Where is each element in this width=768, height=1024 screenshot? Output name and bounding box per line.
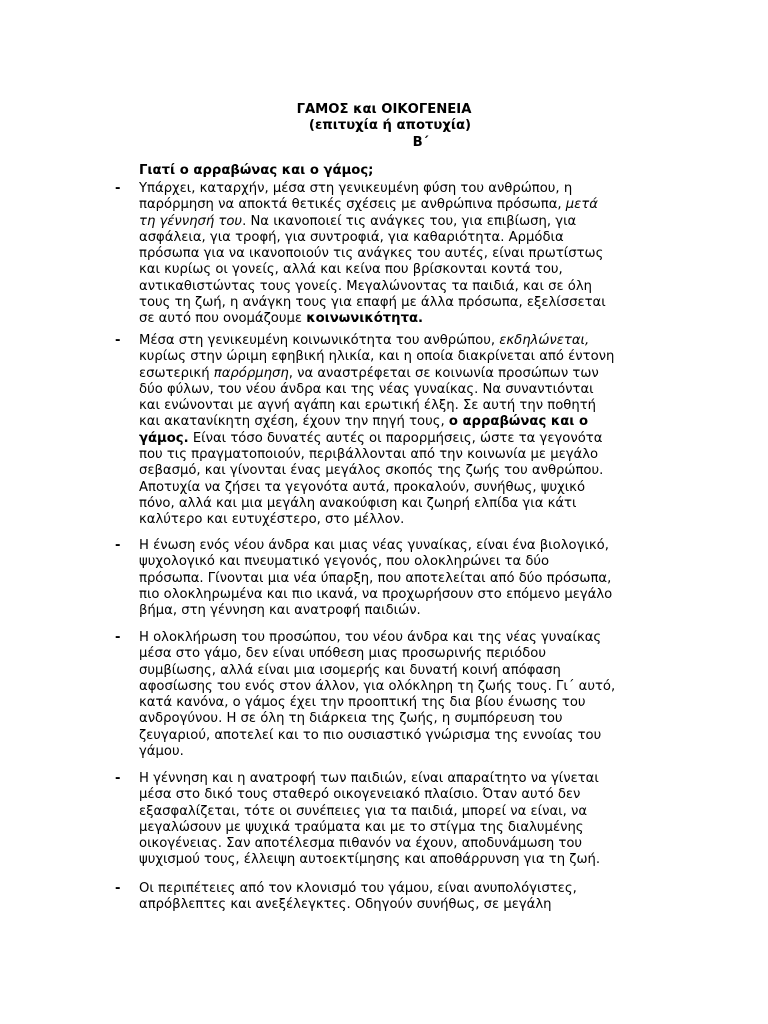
bullet-dash: - xyxy=(115,630,121,645)
bullet-dash: - xyxy=(115,538,121,553)
text-line: βήμα, στη γέννηση και ανατροφή παιδιών. xyxy=(139,603,421,619)
document-title xyxy=(0,102,768,151)
text-line: γάμου. xyxy=(139,744,184,760)
text-line: οικογένειας. Σαν αποτέλεσμα πιθανόν να έχουν, αποδυνάμωση του xyxy=(139,836,583,852)
text-line: συμβίωσης, αλλά είναι μια ισομερής και δυνατή κοινή απόφαση xyxy=(139,662,561,678)
text-line: ψυχισμού τους, έλλειψη αυτοεκτίμησης και αποθάρρυνση για τη ζωή. xyxy=(139,852,601,868)
text-line: εσωτερική παρόρμηση, να αναστρέφεται σε κοινωνία προσώπων των xyxy=(139,365,599,381)
text-line: αφοσίωσης του ενός στον άλλον, για ολόκληρη τη ζωής τους. Γι΄ αυτό, xyxy=(139,678,616,694)
text-line: κυρίως στην ώριμη εφηβική ηλικία, και η οποία διακρίνεται από έντονη xyxy=(139,349,615,365)
text-line: τη γέννησή του. Να ικανοποιεί τις ανάγκες του, για επιβίωση, για xyxy=(139,213,577,229)
section-question: Γιατί ο αρραβώνας και ο γάμος; xyxy=(139,163,374,178)
text-line: Υπάρχει, καταρχήν, μέσα στη γενικευμένη φύση του ανθρώπου, η xyxy=(139,181,573,196)
text-line: ψυχολογικό και πνευματικό γεγονός, που ολοκληρώνει τα δύο xyxy=(139,554,550,570)
text-line: αντικαθιστώντας τους γονείς. Μεγαλώνοντας τα παιδιά, και σε όλη xyxy=(139,278,593,294)
paragraph-4 xyxy=(115,630,659,760)
paragraph-5 xyxy=(115,771,659,869)
text-line: μεγαλώσουν με ψυχικά τραύματα και με το στίγμα της διαλυμένης xyxy=(139,819,584,835)
paragraph-2 xyxy=(115,333,659,529)
text-line: δύο φύλων, του νέου άνδρα και της νέας γυναίκας. Να συναντιόνται xyxy=(139,381,594,397)
text-line: σε αυτό που ονομάζουμε κοινωνικότητα. xyxy=(139,311,424,327)
text-line: τους τη ζωή, η ανάγκη τους για επαφή με άλλα πρόσωπα, εξελίσσεται xyxy=(139,295,606,311)
text-line: Η ένωση ενός νέου άνδρα και μιας νέας γυναίκας, είναι ένα βιολογικό, xyxy=(139,538,609,553)
paragraph-6 xyxy=(115,881,659,914)
text-line: σεβασμό, και γίνονται ένας μεγάλος σκοπός της ζωής του ανθρώπου. xyxy=(139,463,604,479)
text-line: γάμος. Είναι τόσο δυνατές αυτές οι παρορμήσεις, ώστε τα γεγονότα xyxy=(139,430,603,446)
text-line: πρόσωπα για να ικανοποιούν τις ανάγκες του αυτές, είναι πρωτίστως xyxy=(139,246,604,262)
text-line: Αποτυχία να ζήσει τα γεγονότα αυτά, προκαλούν, συνήθως, ψυχικό xyxy=(139,479,586,495)
text-line: και ακατανίκητη σχέση, έχουν την πηγή τους, ο αρραβώνας και ο xyxy=(139,414,589,430)
text-line: Η γέννηση και η ανατροφή των παιδιών, είναι απαραίτητο να γίνεται xyxy=(139,771,599,786)
title-line-3: Β΄ xyxy=(412,134,429,150)
title-line-2: (επιτυχία ή αποτυχία) xyxy=(308,118,472,134)
text-line: ασφάλεια, για τροφή, για συντροφιά, για καθαριότητα. Αρμόδια xyxy=(139,229,564,245)
text-line: και κυρίως οι γονείς, αλλά και κείνα που βρίσκονται κοντά του, xyxy=(139,262,563,278)
title-line-1: ΓΑΜΟΣ και ΟΙΚΟΓΕΝΕΙΑ xyxy=(296,102,472,117)
text-line: και ενώνονται με αγνή αγάπη και ερωτική έλξη. Σε αυτή την ποθητή xyxy=(139,398,597,414)
text-line: Οι περιπέτειες από τον κλονισμό του γάμου, είναι ανυπολόγιστες, xyxy=(139,881,577,896)
text-line: πρόσωπα. Γίνονται μια νέα ύπαρξη, που αποτελείται από δύο πρόσωπα, xyxy=(139,570,612,586)
text-line: πόνο, αλλά και μια μεγάλη ανακούφιση και ζωηρή ελπίδα για κάτι xyxy=(139,495,577,511)
paragraph-3 xyxy=(115,538,659,619)
text-line: Μέσα στη γενικευμένη κοινωνικότητα του ανθρώπου, εκδηλώνεται, xyxy=(139,333,590,348)
bullet-dash: - xyxy=(115,181,121,196)
bullet-dash: - xyxy=(115,881,121,896)
bullet-dash: - xyxy=(115,333,121,348)
text-line: απρόβλεπτες και ανεξέλεγκτες. Οδηγούν συνήθως, σε μεγάλη xyxy=(139,897,552,913)
text-line: κατά κανόνα, ο γάμος έχει την προοπτική της δια βίου ένωσης του xyxy=(139,695,586,711)
bullet-dash: - xyxy=(115,771,121,786)
text-line: πιο ολοκληρωμένα και πιο ικανά, να προχωρήσουν στο επόμενο μεγάλο xyxy=(139,586,613,602)
text-line: παρόρμηση να αποκτά θετικές σχέσεις με ανθρώπινα πρόσωπα, μετά xyxy=(139,197,598,213)
text-line: εξασφαλίζεται, τότε οι συνέπειες για τα παιδιά, μπορεί να είναι, να xyxy=(139,803,588,819)
paragraph-1 xyxy=(115,181,659,328)
text-line: καλύτερο και ευτυχέστερο, στο μέλλον. xyxy=(139,512,405,528)
text-line: μέσα στο δικό τους σταθερό οικογενειακό πλαίσιο. Όταν αυτό δεν xyxy=(139,787,581,803)
text-line: ζευγαριού, αποτελεί και το πιο ουσιαστικό γνώρισμα της εννοίας του xyxy=(139,727,602,743)
text-line: που τις πραγματοποιούν, περιβάλλονται από την κοινωνία με μεγάλο xyxy=(139,447,599,463)
text-line: Η ολοκλήρωση του προσώπου, του νέου άνδρα και της νέας γυναίκας xyxy=(139,630,602,645)
text-line: μέσα στο γάμο, δεν είναι υπόθεση μιας προσωρινής περιόδου xyxy=(139,646,546,662)
text-line: ανδρογύνου. Η σε όλη τη διάρκεια της ζωής, η συμπόρευση του xyxy=(139,711,563,727)
